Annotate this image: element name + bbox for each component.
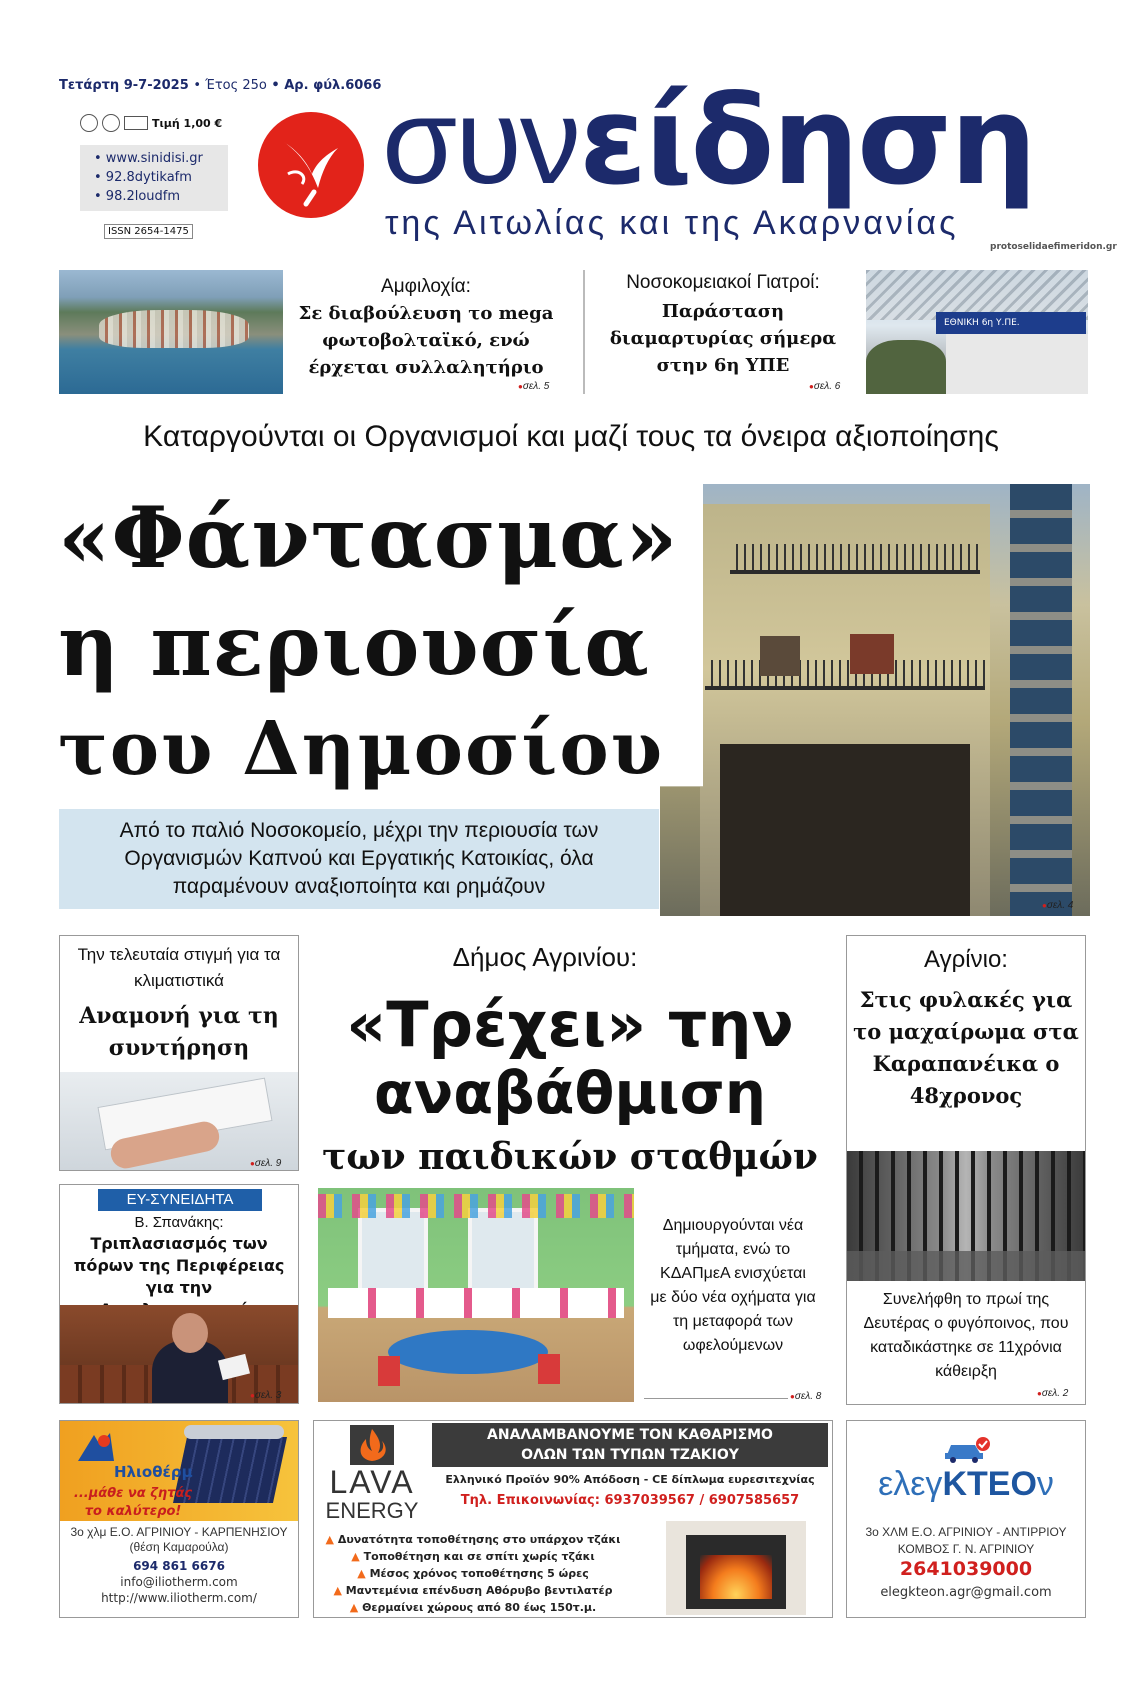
elegkteon-logo-end: ν: [1036, 1465, 1054, 1503]
ype-building-photo: [866, 270, 1088, 394]
issue-number: Αρ. φύλ.6066: [284, 78, 382, 93]
logo-emblem: [258, 112, 364, 218]
price: Τιμή 1,00 €: [152, 117, 223, 130]
lava-feature: ▲ Μέσος χρόνος τοποθέτησης 5 ώρες: [357, 1567, 589, 1580]
link-radio-2[interactable]: • 98.2loudfm: [94, 189, 181, 204]
balcony-top: [730, 544, 980, 574]
main-kicker: Καταργούνται οι Οργανισμοί και μαζί τους τα όνειρα αξιοποίησης: [143, 420, 999, 453]
main-headline-line-3[interactable]: του Δημοσίου: [58, 706, 665, 792]
link-radio-1[interactable]: • 92.8dytikafm: [94, 170, 192, 185]
window: [850, 634, 894, 674]
badge-icon: [80, 114, 98, 132]
elegkteon-logo: [847, 1465, 1085, 1504]
center-rule: [644, 1398, 788, 1399]
iliotherm-address: 3ο χλμ Ε.Ο. ΑΓΡΙΝΙΟΥ - ΚΑΡΠΕΝΗΣΙΟΥ (θέση Καμαρούλα): [70, 1525, 288, 1554]
fire-flames: [700, 1555, 772, 1599]
ac-page-ref[interactable]: ● σελ. 9: [250, 1158, 281, 1169]
issn: ISSN 2654-1475: [104, 224, 193, 239]
main-headline-line-2[interactable]: η περιουσία: [58, 596, 650, 695]
center-headline-line-2[interactable]: αναβάθμιση: [373, 1059, 767, 1127]
red-chair: [378, 1356, 400, 1386]
flame-bullet-icon: ▲: [357, 1567, 366, 1580]
iliotherm-web[interactable]: http://www.iliotherm.com/: [101, 1591, 257, 1605]
prison-corridor-photo: [847, 1151, 1085, 1281]
ad-elegkteon[interactable]: [846, 1420, 1086, 1618]
right-story-box: [846, 935, 1086, 1405]
logo-bold: είδηση: [579, 70, 1035, 212]
floor: [847, 1251, 1085, 1281]
iliotherm-brand: Ηλιοθέρμ: [114, 1463, 193, 1481]
lava-brand-2: ENERGY: [325, 1498, 419, 1523]
ac-kicker: Την τελευταία στιγμή για τα κλιματιστικά: [77, 945, 281, 990]
top-right-page-ref[interactable]: ● σελ. 6: [809, 381, 840, 392]
flame-bullet-icon: ▲: [333, 1584, 342, 1597]
car-check-icon: [941, 1435, 991, 1465]
ac-box: [59, 935, 299, 1171]
right-body: Συνελήφθη το πρωί της Δευτέρας ο φυγόποινος, που καταδικάστηκε σε 11χρόνια κάθειρξη: [863, 1291, 1069, 1380]
logo-wordmark: [382, 72, 1035, 210]
round-table: [388, 1330, 548, 1374]
speaker-head: [172, 1313, 208, 1353]
town-houses: [99, 310, 249, 348]
quill-pen-icon: [258, 112, 364, 218]
building-sign: ΕΘΝΙΚΗ 6η Υ.ΠΕ.: [936, 312, 1086, 334]
lava-feature: ▲ Δυνατότητα τοποθέτησης στο υπάρχον τζάκι: [325, 1533, 621, 1546]
lava-title-bar: [432, 1423, 828, 1467]
window: [760, 636, 800, 676]
main-deck-text: Από το παλιό Νοσοκομείο, μέχρι την περιουσία των Οργανισμών Καπνού και Εργατικής Κατοικίας, όλα παραμένουν αναξιοποίητα και ρημάζουν: [119, 819, 599, 898]
lava-title-1: ΑΝΑΛΑΜΒΑΝΟΥΜΕ ΤΟΝ ΚΑΘΑΡΙΣΜΟ: [487, 1427, 773, 1443]
lava-feature: ▲ Τοποθέτηση και σε σπίτι χωρίς τζάκι: [351, 1550, 595, 1563]
top-right-headline[interactable]: Παράσταση διαμαρτυρίας σήμερα στην 6η ΥΠΕ: [609, 301, 837, 376]
badge-icon: [102, 114, 120, 132]
masthead: [0, 0, 1142, 255]
center-page-ref[interactable]: ● σελ. 8: [790, 1391, 821, 1402]
fireplace-photo: [666, 1521, 806, 1615]
main-page-ref[interactable]: ● σελ. 4: [1042, 900, 1073, 911]
date-line: Τετάρτη 9-7-2025 • Έτος 25ο • Αρ. φύλ.6066: [59, 78, 382, 93]
links-box: [80, 145, 228, 211]
red-chair: [538, 1354, 560, 1384]
eusyneidhta-tag: ΕΥ-ΣΥΝΕΙΔΗΤΑ: [98, 1189, 262, 1211]
decorations: [318, 1194, 634, 1218]
abandoned-building-photo: [660, 484, 1090, 916]
right-headline[interactable]: Στις φυλακές για το μαχαίρωμα στα Καραπανέικα ο 48χρονος: [853, 987, 1079, 1108]
building-wall: [946, 334, 1088, 394]
tree: [866, 340, 946, 394]
center-headline-line-3[interactable]: των παιδικών σταθμών: [322, 1136, 818, 1178]
top-left-headline[interactable]: Σε διαβούλευση το mega φωτοβολταϊκό, ενώ έρχεται συλλαλητήριο: [298, 303, 554, 378]
elegkteon-address-1: 3ο ΧΛΜ Ε.Ο. ΑΓΡΙΝΙΟΥ - ΑΝΤΙΡΡΙΟΥ: [865, 1525, 1067, 1539]
year: Έτος 25ο: [205, 78, 267, 93]
top-right-kicker: Νοσοκομειακοί Γιατροί:: [626, 272, 820, 293]
lava-feature-list: [320, 1531, 626, 1616]
iliotherm-slogan: ...μάθε να ζητάς το καλύτερο!: [73, 1486, 193, 1519]
air-conditioner-photo: [60, 1072, 298, 1170]
ac-headline[interactable]: Αναμονή για τη συντήρηση: [79, 1003, 279, 1061]
elegkteon-email[interactable]: elegkteon.agr@gmail.com: [880, 1585, 1052, 1600]
right-kicker: Αγρίνιο:: [924, 946, 1008, 973]
flame-bullet-icon: ▲: [351, 1550, 360, 1563]
lava-feature: ▲ Θερμαίνει χώρους από 80 έως 150τ.μ.: [349, 1601, 597, 1614]
side-windows: [1010, 484, 1072, 916]
top-left-kicker: Αμφιλοχία:: [381, 276, 471, 297]
lava-product: Ελληνικό Προϊόν 90% Απόδοση - CE δίπλωμα ευρεσιτεχνίας: [445, 1473, 815, 1486]
main-headline-line-1[interactable]: «Φάντασμα»: [58, 488, 679, 587]
ad-lava-energy[interactable]: [313, 1420, 833, 1618]
logo-subtitle: της Αιτωλίας και της Ακαρνανίας: [385, 204, 959, 242]
spanakis-photo: [60, 1305, 298, 1403]
amfilochia-photo: [59, 270, 283, 394]
lava-brand-1: LAVA: [329, 1464, 415, 1500]
watermark: protoselidaefimeridon.gr: [990, 242, 1117, 252]
lava-flame-icon: [350, 1425, 394, 1465]
elegkteon-address-2: ΚΟΜΒΟΣ Γ. Ν. ΑΓΡΙΝΙΟΥ: [897, 1542, 1035, 1556]
center-headline-line-1[interactable]: «Τρέχει» την: [346, 988, 794, 1061]
eusyneidhta-page-ref[interactable]: ● σελ. 3: [250, 1390, 281, 1401]
flame-bullet-icon: ▲: [325, 1533, 334, 1546]
lava-phone[interactable]: Τηλ. Επικοινωνίας: 6937039567 / 6907585657: [460, 1493, 800, 1508]
boiler-tank: [184, 1425, 284, 1439]
publisher-badges: [80, 114, 150, 132]
eusyneidhta-box: [59, 1184, 299, 1404]
main-deck: [59, 809, 659, 909]
elegkteon-logo-light: ελεγ: [878, 1465, 943, 1503]
link-website[interactable]: • www.sinidisi.gr: [94, 151, 203, 166]
center-body: Δημιουργούνται νέα τμήματα, ενώ το ΚΔΑΠμεΑ ενισχύεται με δύο νέα οχήματα για τη μεταφορά των ωφελούμενων: [650, 1217, 816, 1354]
elegkteon-logo-bold: ΚΤΕΟ: [942, 1465, 1037, 1503]
lava-title-2: ΟΛΩΝ ΤΩΝ ΤΥΠΩΝ ΤΖΑΚΙΟΥ: [521, 1447, 739, 1463]
iliotherm-email[interactable]: info@iliotherm.com: [120, 1575, 238, 1589]
flame-bullet-icon: ▲: [349, 1601, 359, 1614]
elegkteon-phone[interactable]: 2641039000: [899, 1558, 1033, 1580]
lava-feature: ▲ Μαντεμένια επένδυση Αθόρυβο βεντιλατέρ: [333, 1584, 613, 1597]
center-kicker: Δήμος Αγρινίου:: [452, 942, 638, 972]
iliotherm-logo-icon: [74, 1431, 118, 1465]
nursery-classroom-photo: [318, 1188, 634, 1402]
ad-iliotherm[interactable]: [59, 1420, 299, 1618]
badge-icon: [124, 116, 148, 130]
cribs: [328, 1288, 624, 1318]
entrance-dark: [720, 744, 970, 916]
top-left-page-ref[interactable]: ● σελ. 5: [518, 381, 549, 392]
balcony-middle: [705, 660, 985, 690]
date: Τετάρτη 9-7-2025: [59, 78, 189, 93]
teaser-divider: [583, 270, 585, 394]
logo-light: συν: [382, 73, 580, 209]
eusyneidhta-kicker: Β. Σπανάκης:: [134, 1214, 224, 1231]
eusyneidhta-headline[interactable]: Τριπλασιασμός των πόρων της Περιφέρειας για την: [73, 1234, 285, 1297]
lava-logo-block: [320, 1425, 424, 1525]
iliotherm-phone[interactable]: 694 861 6676: [133, 1559, 225, 1573]
right-page-ref[interactable]: ● σελ. 2: [1037, 1388, 1068, 1399]
